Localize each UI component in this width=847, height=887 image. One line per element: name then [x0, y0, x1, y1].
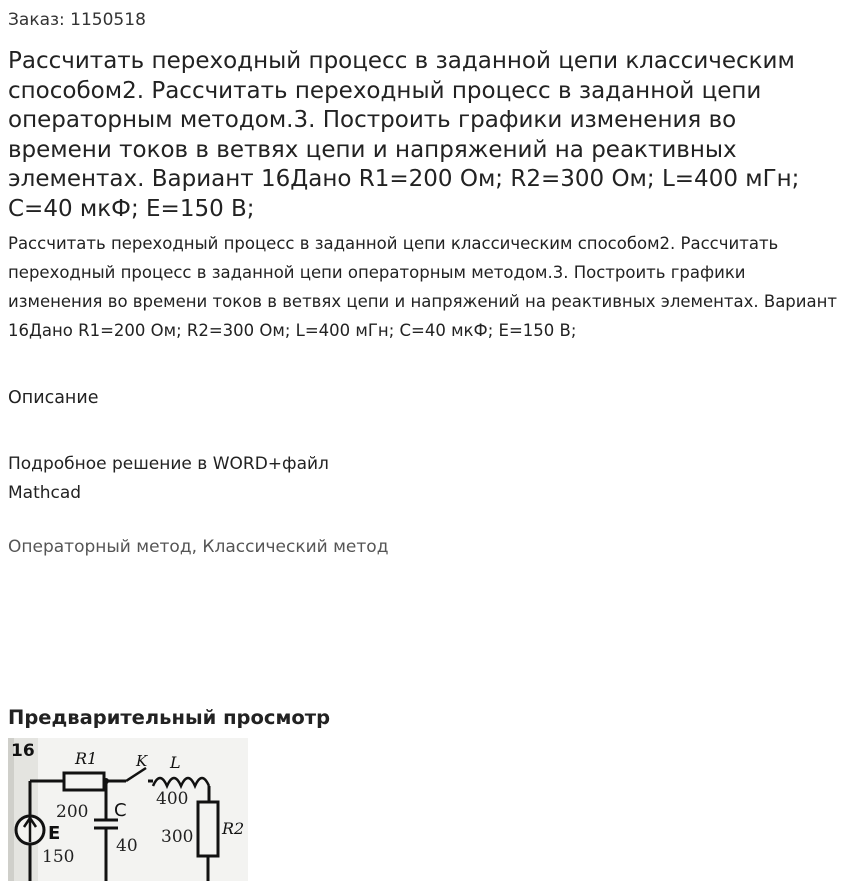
c-value: 40: [116, 836, 138, 856]
preview-heading: Предварительный просмотр: [8, 706, 331, 729]
description-line: Mathcad: [8, 483, 82, 503]
l-label: L: [170, 753, 181, 772]
page-title: Рассчитать переходный процесс в заданной цепи классическим способом2. Рассчитать переходный процесс в заданной цепи операторным методом.3. Построить графики изменения во времени токов в ветвях цепи и напряжений на реактивных элементах. Вариант 16Дано R1=200 Ом; R2=300 Ом; L=400 мГн; C=40 мкФ; E=150 В;: [8, 48, 800, 222]
key-label: K: [136, 752, 148, 770]
description-line: Подробное решение в WORD+файл: [8, 454, 329, 474]
description-body: [8, 450, 329, 508]
l-value: 400: [156, 789, 189, 809]
e-value: 150: [42, 847, 75, 867]
variant-label: 16: [11, 741, 35, 761]
short-description: Рассчитать переходный процесс в заданной цепи классическим способом2. Рассчитать переходный процесс в заданной цепи операторным методом.3. Построить графики изменения во времени токов в ветвях цепи и напряжений на реактивных элементах. Вариант 16Дано R1=200 Ом; R2=300 Ом; L=400 мГн; C=40 мкФ; E=150 В;: [8, 234, 838, 340]
tags: Операторный метод, Классический метод: [8, 537, 389, 557]
circuit-diagram: [8, 738, 248, 881]
r1-value: 200: [56, 802, 89, 822]
r2-label: R2: [222, 819, 245, 838]
e-label: E: [48, 823, 61, 844]
order-number: Заказ: 1150518: [8, 10, 146, 30]
r1-label: R1: [75, 749, 98, 768]
description-heading: Описание: [8, 388, 99, 408]
preview-image[interactable]: [8, 738, 248, 881]
c-label: C: [114, 800, 127, 821]
r2-value: 300: [161, 827, 194, 847]
